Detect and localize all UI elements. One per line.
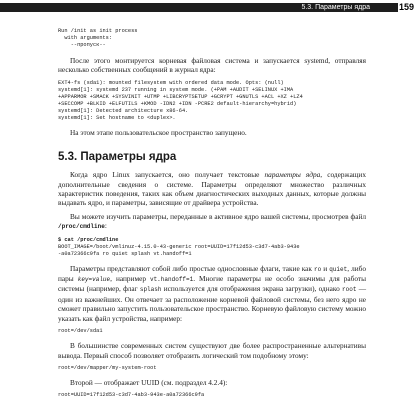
text-run: и (321, 263, 330, 273)
inline-code: /proc/cmdline (58, 223, 105, 231)
code-line: with arguments: (58, 35, 113, 41)
log-line: systemd[1]: systemd 237 running in system mode. (+PAM +AUDIT +SELINUX +IMA (58, 86, 294, 93)
output-line: BOOT_IMAGE=/boot/vmlinuz-4.15.0-43-generic root=UUID=17f12d53-c3d7-4ab3-943e (58, 243, 300, 250)
paragraph (58, 264, 366, 323)
header-title: 5.3. Параметры ядра (301, 4, 370, 11)
text-run: используется для отображения экрана загрузки), однако (161, 284, 343, 294)
code-line: --пропуск-- (58, 42, 106, 48)
emphasis-term: параметры ядра (264, 170, 321, 180)
inline-code: root (342, 286, 357, 294)
text-run: . Многие параметры не особо значимы для работы системы (например, флаг (58, 274, 366, 294)
kernel-log-block (58, 80, 366, 122)
root-uuid-code: root=UUID=17f12d53-c3d7-4ab3-943e-a0a72366c9fa (58, 392, 205, 399)
code-line: Run /init as init process (58, 28, 138, 34)
text-run: Параметры представляют собой либо простые однословные флаги, такие как (70, 263, 315, 273)
log-line: systemd[1]: Set hostname to <duplex>. (58, 114, 176, 121)
root-lv-code: root=/dev/mapper/my-system-root (58, 364, 157, 371)
text-run: : (104, 221, 107, 231)
inline-code: splash (139, 286, 162, 294)
output-line: -a0a72366c9fa ro quiet splash vt.handoff=1 (58, 250, 192, 257)
paragraph: На этом этапе пользовательское пространство запущено. (70, 127, 247, 137)
paragraph: После этого монтируется корневая файловая система и запускается systemd, отправляя несколько собственных сообщений в журнал ядра: (58, 56, 366, 75)
root-dev-code: root=/dev/sda1 (58, 328, 103, 335)
page-number: 159 (398, 2, 414, 12)
text-run: , содержащих дополнительные сведения о системе. Параметры определяют множество различных характеристик поведения, таких как объем диагностических выходных данных, которые должны выдавать ядро, и параметры, зависящие от драйвера устройства. (58, 170, 366, 208)
running-header (0, 0, 420, 12)
page-content (58, 26, 366, 399)
text-run: , либо пары (58, 263, 367, 284)
log-line: systemd[1]: Detected architecture x86-64. (58, 107, 189, 114)
text-run: — один из важнейших. Он отвечает за расположение корневой файловой системы, без него ядро не сможет правильно запустить пользовательское пространство. Корневую файловую систему можно указать как файл устройства, например: (58, 284, 366, 323)
log-line: +APPARMOR +SMACK +SYSVINIT +UTMP +LIBCRYPTSETUP +GCRYPT +GNUTLS +ACL +XZ +LZ4 (58, 93, 303, 100)
text-run: Когда ядро Linux запускается, оно получает текстовые (70, 170, 265, 180)
paragraph (58, 212, 366, 232)
log-line: EXT4-fs (sda1): mounted filesystem with ordered data mode. Opts: (null) (58, 79, 284, 86)
cmdline-code-block (58, 237, 366, 258)
text-run: , например (110, 274, 150, 284)
paragraph (58, 170, 366, 208)
text-run: Вы можете изучить параметры, переданные в активное ядро вашей системы, просмотрев файл (70, 211, 366, 221)
paragraph: Второй — отображает UUID (см. подраздел 4.2.4): (70, 377, 228, 387)
section-title: 5.3. Параметры ядра (58, 151, 177, 164)
paragraph: В большинстве современных систем существуют две более распространенные альтернативы вывода. Первый способ позволяет отобразить логический том подобному этому: (58, 341, 366, 360)
init-code-block (58, 28, 366, 49)
inline-code: ro (314, 265, 322, 273)
inline-code: vt.handoff=1 (149, 276, 194, 284)
inline-code: quiet (329, 265, 348, 273)
command-line: $ cat /proc/cmdline (58, 236, 119, 243)
inline-code: key=value (77, 276, 111, 284)
log-line: +SECCOMP +BLKID +ELFUTILS +KMOD -IDN2 +IDN -PCRE2 default-hierarchy=hybrid) (58, 100, 297, 107)
